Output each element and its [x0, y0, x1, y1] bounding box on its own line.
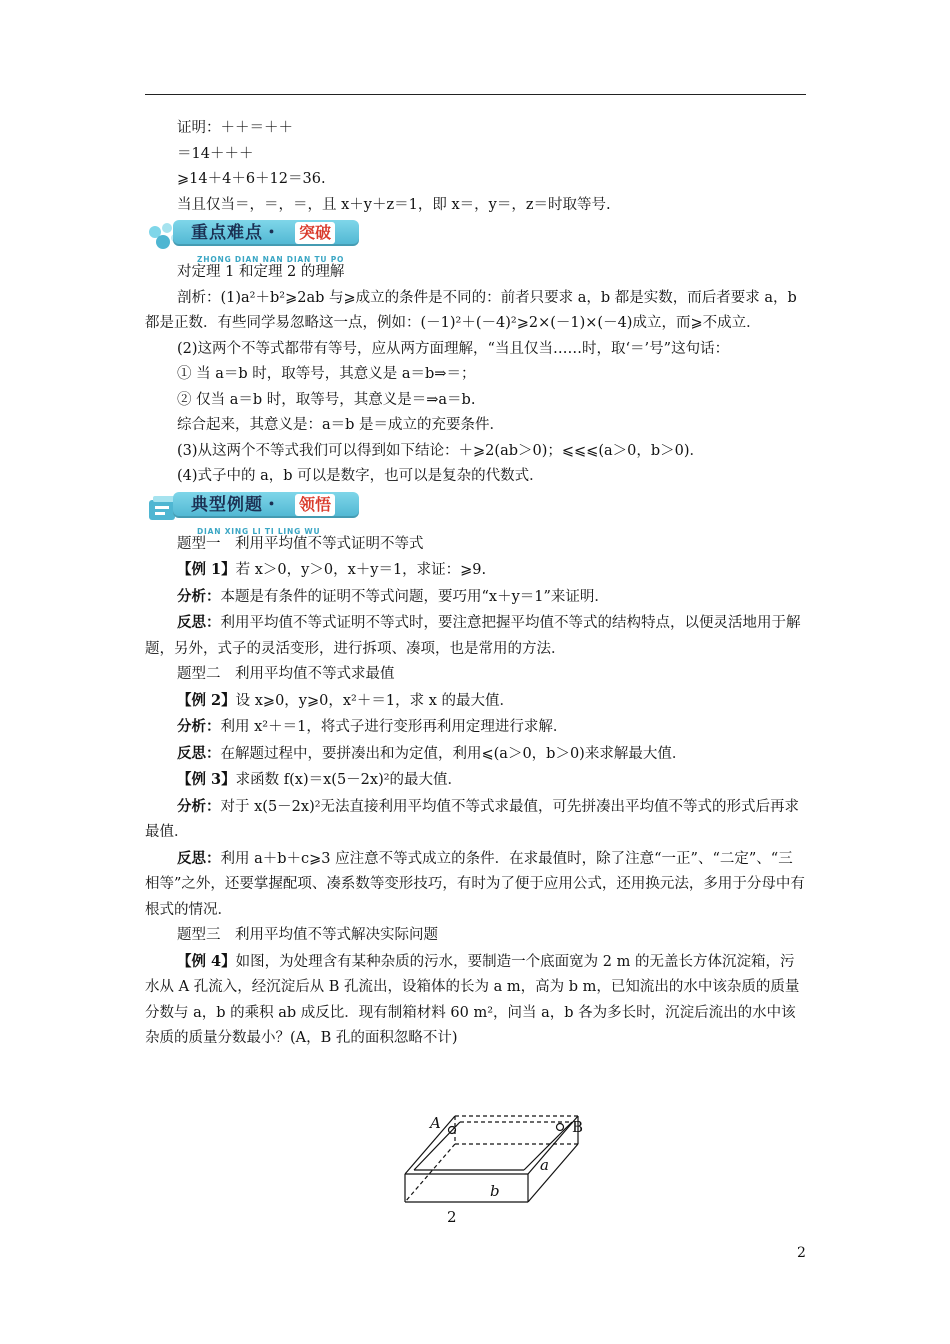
header-rule — [145, 94, 806, 95]
analysis-paragraph-2: (2)这两个不等式都带有等号，应从两方面理解，“当且仅当……时，取‘＝’号”这句话： — [177, 340, 730, 357]
example-2-reflection — [145, 741, 806, 768]
label-b: b — [490, 1182, 500, 1200]
analysis-text: 对于 x(5－2x)²无法直接利用平均值不等式求最值，可先拼凑出平均值不等式的形式后再求最值． — [145, 798, 800, 840]
page-number: 2 — [797, 1245, 806, 1261]
proof-line-1: 证明：＋＋＝＋＋ — [177, 120, 293, 136]
example-2 — [145, 688, 806, 715]
analysis-paragraph-7: (4)式子中的 a，b 可以是数字，也可以是复杂的代数式． — [177, 468, 544, 484]
reflection-tag: 反思： — [177, 614, 221, 631]
banner-title: 典型例题・ — [191, 494, 281, 515]
proof-line-4: 当且仅当＝，＝，＝，且 x＋y＋z＝1，即 x＝，y＝，z＝时取等号. — [177, 196, 611, 213]
analysis-paragraph-3: ① 当 a＝b 时，取等号，其意义是 a＝b⇒＝； — [177, 366, 476, 382]
analysis-paragraph-6: (3)从这两个不等式我们可以得到如下结论：＋⩾2(ab＞0)；⩽⩽⩽(a＞0，b＞0)． — [177, 442, 705, 459]
analysis-text: 利用 x²＋＝1，将式子进行变形再利用定理进行求解． — [220, 719, 568, 735]
example-tag: 【例 3】 — [177, 771, 236, 788]
example-text: 如图，为处理含有某种杂质的污水，要制造一个底面宽为 2 m 的无盖长方体沉淀箱，污水从 A 孔流入，经沉淀后从 B 孔流出，设箱体的长为 a m，高为 b m，已知流出的水中该杂质的质量分数与 a，b 的乘积 ab 成反比．现有制箱材料 60 m²，问当 a，b 各为多长时，沉淀后流出的水中该杂质的质量分数最小？(A，B 孔的面积忽略不计) — [145, 953, 800, 1046]
reflection-tag: 反思： — [177, 849, 221, 867]
example-1 — [145, 557, 806, 584]
reflection-text: 利用平均值不等式证明不等式时，要注意把握平均值不等式的结构特点，以便灵活地用于解题，另外，式子的灵活变形，进行拆项、凑项，也是常用的方法． — [145, 615, 801, 657]
example-text: 设 x⩾0，y⩾0，x²＋＝1，求 x 的最大值． — [235, 692, 514, 709]
banner-subtitle: ZHONG DIAN NAN DIAN TU PO — [197, 255, 345, 264]
reflection-text: 利用 a＋b＋c⩾3 应注意不等式成立的条件．在求最值时，除了注意“一正”、“二定”、“三相等”之外，还要掌握配项、凑系数等变形技巧，有时为了便于应用公式，还用换元法，多用于分母中有根式的情况． — [145, 850, 805, 918]
banner-highlight: 突破 — [295, 222, 335, 244]
analysis-tag: 分析： — [177, 797, 221, 815]
top-right-edge — [528, 1116, 578, 1174]
reflection-text: 在解题过程中，要拼凑出和为定值，利用⩽(a＞0，b＞0)来求解最大值． — [220, 745, 687, 762]
banner-subtitle: DIAN XING LI TI LING WU — [197, 526, 321, 536]
example-1-analysis — [145, 584, 806, 611]
example-4 — [145, 949, 806, 1052]
section-banner-key-points — [145, 218, 375, 264]
analysis-paragraph-4: ② 仅当 a＝b 时，取等号，其意义是＝⇒a＝b. — [177, 391, 476, 408]
bottom-right-edge — [528, 1144, 578, 1202]
example-text: 若 x＞0，y＞0，x＋y＝1，求证：⩾9. — [235, 562, 487, 578]
section-heading: 对定理 1 和定理 2 的理解 — [177, 264, 345, 280]
analysis-text: 本题是有条件的证明不等式问题，要巧用“x＋y＝1”来证明． — [220, 588, 609, 605]
label-B: B — [572, 1118, 584, 1136]
type-heading-3: 题型三 利用平均值不等式解决实际问题 — [177, 927, 438, 943]
label-a: a — [540, 1156, 549, 1174]
proof-line-2: ＝14＋＋＋ — [177, 145, 254, 162]
analysis-paragraph-1: 剖析：(1)a²＋b²⩾2ab 与⩾成立的条件是不同的：前者只要求 a，b 都是实数，而后者要求 a，b 都是正数．有些同学易忽略这一点，例如：(－1)²＋(－4)²⩾2×(－1)×(－4)成立，而⩾不成立． — [145, 289, 797, 331]
banner-title: 重点难点・ — [191, 223, 281, 243]
hole-B-icon — [557, 1124, 564, 1131]
label-A: A — [430, 1114, 441, 1132]
tank-figure — [400, 1108, 590, 1228]
example-tag: 【例 4】 — [177, 952, 236, 970]
example-tag: 【例 2】 — [177, 691, 236, 709]
example-2-analysis — [145, 714, 806, 741]
type-heading-1: 题型一 利用平均值不等式证明不等式 — [177, 535, 424, 552]
example-3-reflection — [145, 846, 806, 924]
type-heading-2: 题型二 利用平均值不等式求最值 — [177, 666, 395, 682]
example-text: 求函数 f(x)＝x(5－2x)²的最大值． — [235, 772, 463, 788]
example-tag: 【例 1】 — [177, 561, 236, 578]
analysis-tag: 分析： — [177, 718, 221, 735]
example-3 — [145, 767, 806, 794]
proof-line-3: ⩾14＋4＋6＋12＝36. — [177, 171, 326, 187]
analysis-paragraph-5: 综合起来，其意义是：a＝b 是＝成立的充要条件． — [177, 417, 505, 433]
reflection-tag: 反思： — [177, 744, 221, 762]
section-banner-examples — [145, 490, 375, 536]
main-content — [145, 116, 806, 1052]
label-2: 2 — [447, 1208, 457, 1226]
example-1-reflection — [145, 610, 806, 662]
analysis-tag: 分析： — [177, 587, 221, 605]
example-3-analysis — [145, 794, 806, 846]
banner-highlight: 领悟 — [295, 494, 335, 516]
